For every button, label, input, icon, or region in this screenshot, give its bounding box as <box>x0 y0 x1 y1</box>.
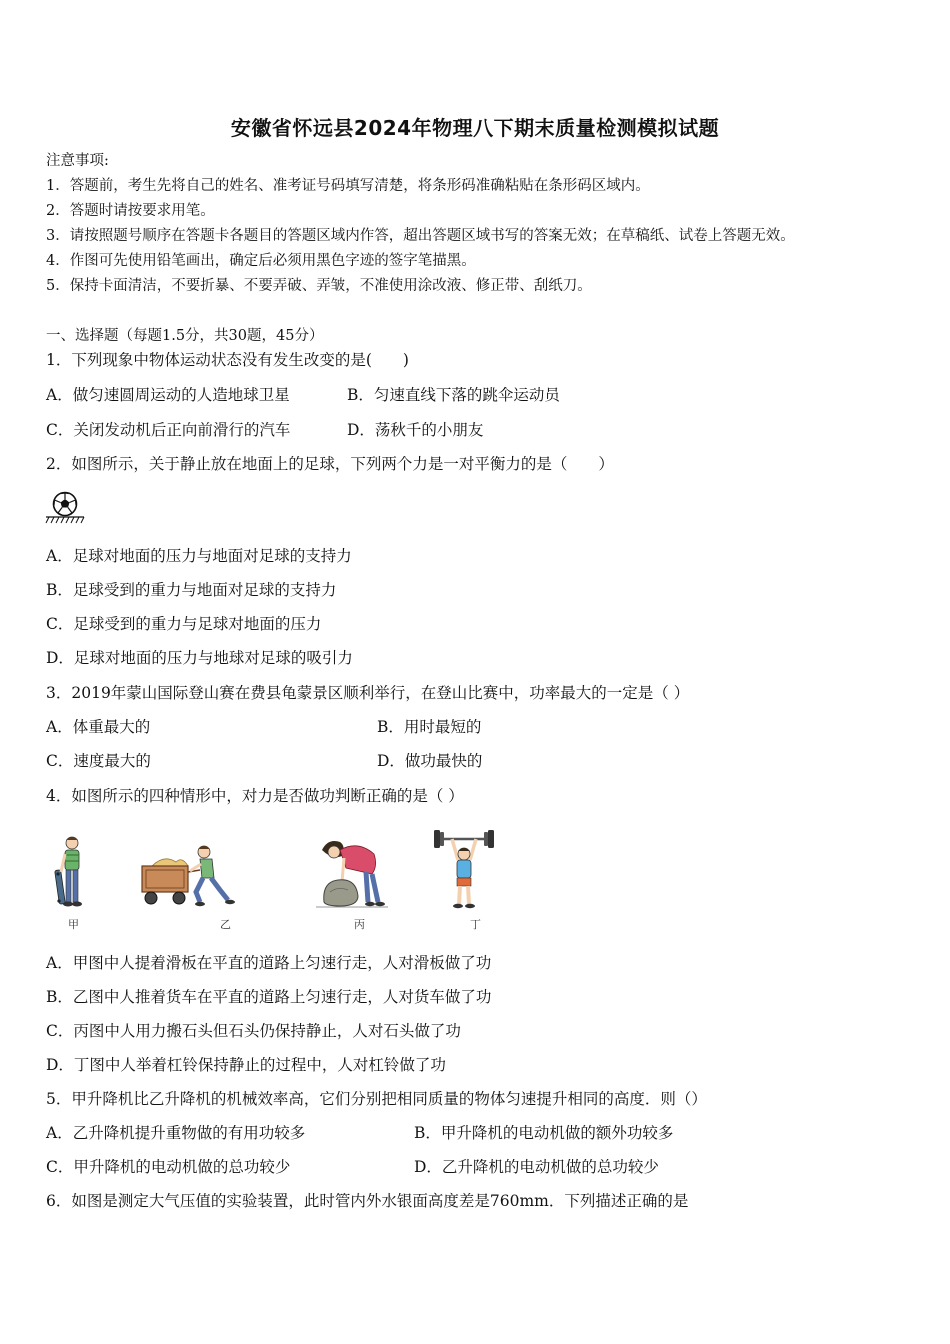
q1-option-b: B．匀速直线下落的跳伞运动员 <box>347 386 560 404</box>
q3-option-c: C．速度最大的 <box>46 752 151 770</box>
figure-label-ding: 丁 <box>470 918 481 931</box>
q4-option-c: C．丙图中人用力搬石头但石头仍保持静止，人对石头做了功 <box>46 1022 461 1040</box>
q3-option-b: B．用时最短的 <box>377 718 482 736</box>
figure-jia-person-with-skateboard <box>52 834 92 916</box>
q1-stem: 1．下列现象中物体运动状态没有发生改变的是( ) <box>46 351 409 369</box>
q4-option-d: D．丁图中人举着杠铃保持静止的过程中，人对杠铃做了功 <box>46 1056 446 1074</box>
q2-stem: 2．如图所示，关于静止放在地面上的足球，下列两个力是一对平衡力的是（ ） <box>46 455 614 473</box>
notice-item-3: 3．请按照题号顺序在答题卡各题目的答题区域内作答，超出答题区域书写的答案无效；在草稿纸、试卷上答题无效。 <box>46 228 795 244</box>
q4-option-b: B．乙图中人推着货车在平直的道路上匀速行走，人对货车做了功 <box>46 988 492 1006</box>
notice-item-5: 5．保持卡面清洁，不要折暴、不要弄破、弄皱，不准使用涂改液、修正带、刮纸刀。 <box>46 278 592 294</box>
figure-bing-person-lifting-stone <box>316 836 388 912</box>
q2-option-b: B．足球受到的重力与地面对足球的支持力 <box>46 581 337 599</box>
q4-option-a: A．甲图中人提着滑板在平直的道路上匀速行走，人对滑板做了功 <box>46 954 492 972</box>
q2-option-c: C．足球受到的重力与足球对地面的压力 <box>46 615 322 633</box>
section-heading: 一、选择题（每题1.5分，共30题，45分） <box>46 328 324 344</box>
q3-option-a: A．体重最大的 <box>46 718 151 736</box>
q3-option-d: D．做功最快的 <box>377 752 483 770</box>
q4-stem: 4．如图所示的四种情形中，对力是否做功判断正确的是（ ） <box>46 787 464 805</box>
notice-item-1: 1．答题前，考生先将自己的姓名、准考证号码填写清楚，将条形码准确粘贴在条形码区域内。 <box>46 178 650 194</box>
q2-option-d: D．足球对地面的压力与地球对足球的吸引力 <box>46 649 353 667</box>
q5-stem: 5．甲升降机比乙升降机的机械效率高，它们分别把相同质量的物体匀速提升相同的高度．则（） <box>46 1090 707 1108</box>
q5-option-d: D．乙升降机的电动机做的总功较少 <box>414 1158 659 1176</box>
notice-item-4: 4．作图可先使用铅笔画出，确定后必须用黑色字迹的签字笔描黑。 <box>46 253 476 269</box>
q3-stem: 3．2019年蒙山国际登山赛在费县龟蒙景区顺利举行，在登山比赛中，功率最大的一定是（ ） <box>46 684 690 702</box>
q1-option-a: A．做匀速圆周运动的人造地球卫星 <box>46 386 290 404</box>
notice-heading: 注意事项: <box>46 153 109 169</box>
q1-option-d: D．荡秋千的小朋友 <box>347 421 484 439</box>
q5-option-c: C．甲升降机的电动机做的总功较少 <box>46 1158 291 1176</box>
page-title: 安徽省怀远县2024年物理八下期末质量检测模拟试题 <box>230 116 720 140</box>
q5-option-b: B．甲升降机的电动机做的额外功较多 <box>414 1124 674 1142</box>
figure-label-yi: 乙 <box>220 918 231 931</box>
q5-option-a: A．乙升降机提升重物做的有用功较多 <box>46 1124 306 1142</box>
q2-option-a: A．足球对地面的压力与地面对足球的支持力 <box>46 547 352 565</box>
figure-ding-person-holding-barbell <box>432 828 496 912</box>
figure-label-jia: 甲 <box>68 918 79 931</box>
football-figure <box>44 490 86 526</box>
figure-yi-person-pushing-cart <box>138 840 238 910</box>
figure-label-bing: 丙 <box>354 918 365 931</box>
q6-stem: 6．如图是测定大气压值的实验装置，此时管内外水银面高度差是760mm．下列描述正确的是 <box>46 1192 689 1210</box>
q1-option-c: C．关闭发动机后正向前滑行的汽车 <box>46 421 291 439</box>
notice-item-2: 2．答题时请按要求用笔。 <box>46 203 215 219</box>
